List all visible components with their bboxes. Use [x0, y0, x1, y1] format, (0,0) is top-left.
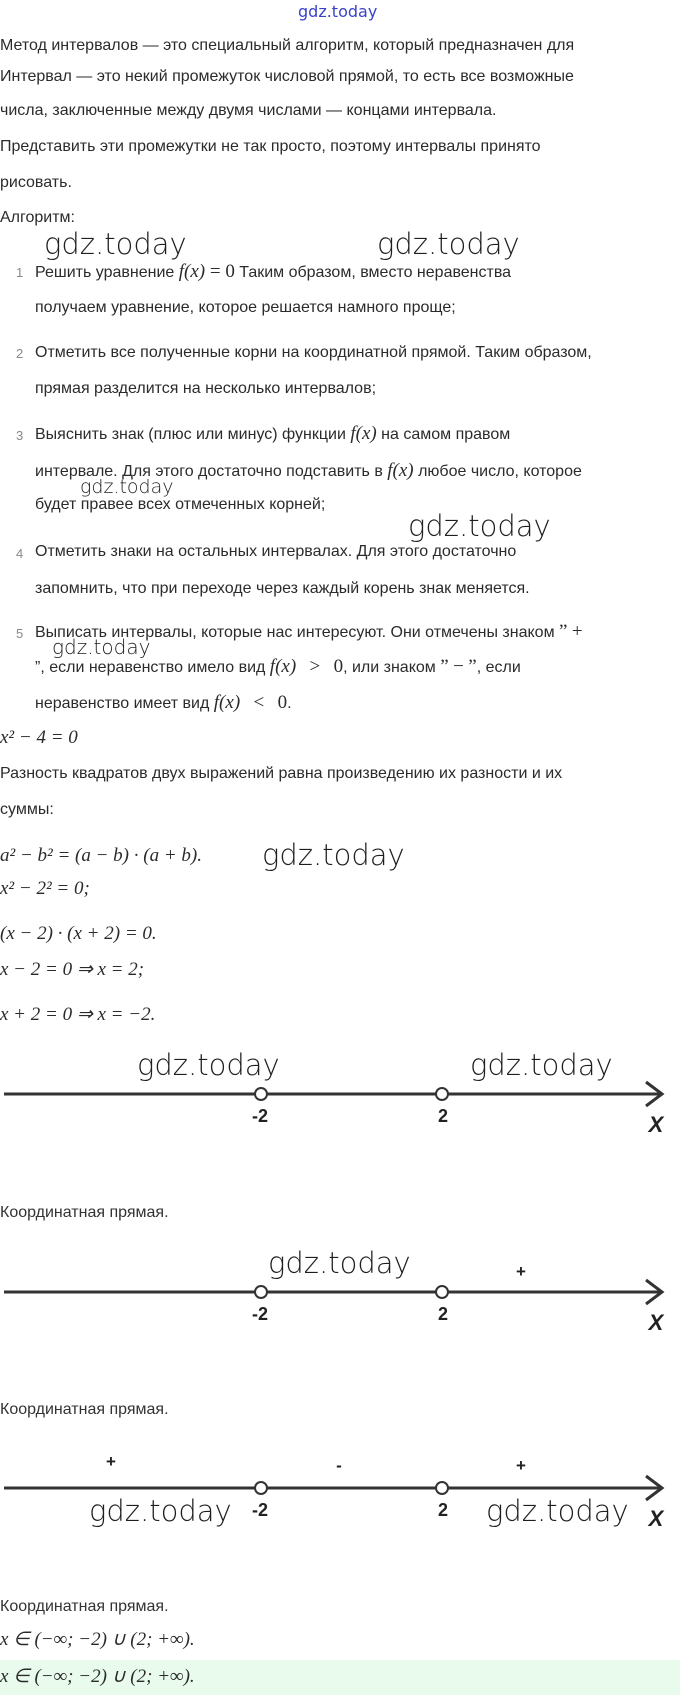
equation-2: x² − 2² = 0;	[0, 878, 90, 899]
watermark: gdz.today	[262, 838, 405, 872]
sign-right-interval: +	[516, 1456, 526, 1475]
root-point-minus-2	[255, 1286, 267, 1298]
formula-difference-of-squares: a² − b² = (a − b) · (a + b).	[0, 845, 202, 866]
equation-4: x − 2 = 0 ⇒ x = 2;	[0, 959, 145, 980]
axis-label-x: X	[648, 1506, 664, 1531]
root-label-minus-2: -2	[251, 1304, 269, 1324]
list-number: 2	[16, 346, 24, 361]
list-item-5-line-1: Выписать интервалы, которые нас интересуют. Они отмечены знаком ” +	[35, 621, 583, 642]
watermark: gdz.today	[89, 1494, 232, 1528]
algorithm-heading: Алгоритм:	[0, 209, 75, 226]
root-point-minus-2	[255, 1482, 267, 1494]
solution-text-1: Разность квадратов двух выражений равна произведению их разности и их	[0, 765, 563, 782]
intro-line-1: Метод интервалов — это специальный алгоритм, который предназначен для	[0, 37, 575, 54]
watermark: gdz.today	[137, 1048, 280, 1082]
equation-1: x² − 4 = 0	[0, 727, 78, 748]
watermark: gdz.today	[408, 509, 551, 543]
list-item-3-line-1: Выяснить знак (плюс или минус) функции f(x) на самом правом	[35, 423, 511, 444]
intro-line-5: рисовать.	[0, 174, 72, 191]
axis-label-x: X	[648, 1310, 664, 1335]
root-label-2: 2	[437, 1500, 449, 1520]
answer-line-1: x ∈ (−∞; −2) ∪ (2; +∞).	[0, 1629, 195, 1650]
list-item-2-line-2: прямая разделится на несколько интервалов;	[35, 380, 377, 397]
equation-5: x + 2 = 0 ⇒ x = −2.	[0, 1004, 156, 1025]
root-point-minus-2	[255, 1088, 267, 1100]
axis-label-x: X	[648, 1112, 664, 1137]
sign-right-interval: +	[516, 1265, 526, 1281]
root-label-minus-2: -2	[251, 1106, 269, 1126]
list-item-3-line-3: будет правее всех отмеченных корней;	[35, 496, 326, 513]
list-item-5-line-3: неравенство имеет вид f(x) < 0.	[35, 692, 292, 713]
list-item-1-line-1: Решить уравнение f(x) = 0 Таким образом, вместо неравенства	[35, 261, 512, 282]
list-item-2-line-1: Отметить все полученные корни на координатной прямой. Таким образом,	[35, 344, 592, 361]
root-label-minus-2: -2	[251, 1500, 269, 1520]
intro-line-2: Интервал — это некий промежуток числовой прямой, то есть все возможные	[0, 68, 574, 85]
watermark: gdz.today	[44, 227, 187, 261]
list-item-4-line-1: Отметить знаки на остальных интервалах. Для этого достаточно	[35, 543, 517, 560]
list-item-4-line-2: запомнить, что при переходе через каждый корень знак меняется.	[35, 580, 530, 597]
number-line-2	[0, 1265, 680, 1340]
watermark: gdz.today	[470, 1048, 613, 1082]
root-label-2: 2	[437, 1304, 449, 1324]
answer-line-2: x ∈ (−∞; −2) ∪ (2; +∞).	[0, 1666, 195, 1687]
list-number: 5	[16, 626, 24, 641]
number-line-1	[0, 1070, 680, 1140]
intro-line-4: Представить эти промежутки не так просто, поэтому интервалы принято	[0, 138, 541, 155]
list-item-1-line-2: получаем уравнение, которое решается намного проще;	[35, 299, 456, 316]
root-point-2	[436, 1482, 448, 1494]
watermark: gdz.today	[268, 1246, 411, 1280]
list-item-5-line-2: ”, если неравенство имело вид f(x) > 0, или знаком ” − ”, если	[35, 656, 521, 677]
caption-coordinate-line: Координатная прямая.	[0, 1204, 169, 1221]
list-number: 1	[16, 265, 24, 280]
equation-3: (x − 2) · (x + 2) = 0.	[0, 923, 157, 944]
watermark: gdz.today	[80, 476, 174, 498]
solution-text-2: суммы:	[0, 801, 54, 818]
watermark: gdz.today	[486, 1494, 629, 1528]
intro-line-3: числа, заключенные между двумя числами — концами интервала.	[0, 102, 497, 119]
caption-coordinate-line: Координатная прямая.	[0, 1401, 169, 1418]
watermark-top: gdz.today	[298, 2, 378, 21]
sign-middle-interval: -	[336, 1456, 342, 1475]
caption-coordinate-line: Координатная прямая.	[0, 1598, 169, 1615]
watermark: gdz.today	[377, 227, 520, 261]
root-point-2	[436, 1286, 448, 1298]
watermark: gdz.today	[52, 635, 151, 659]
list-item-3-line-2: интервале. Для этого достаточно подставить в f(x) любое число, которое	[35, 460, 582, 481]
root-point-2	[436, 1088, 448, 1100]
sign-left-interval: +	[106, 1455, 116, 1471]
root-label-2: 2	[437, 1106, 449, 1126]
list-number: 4	[16, 546, 24, 561]
list-number: 3	[16, 428, 24, 443]
